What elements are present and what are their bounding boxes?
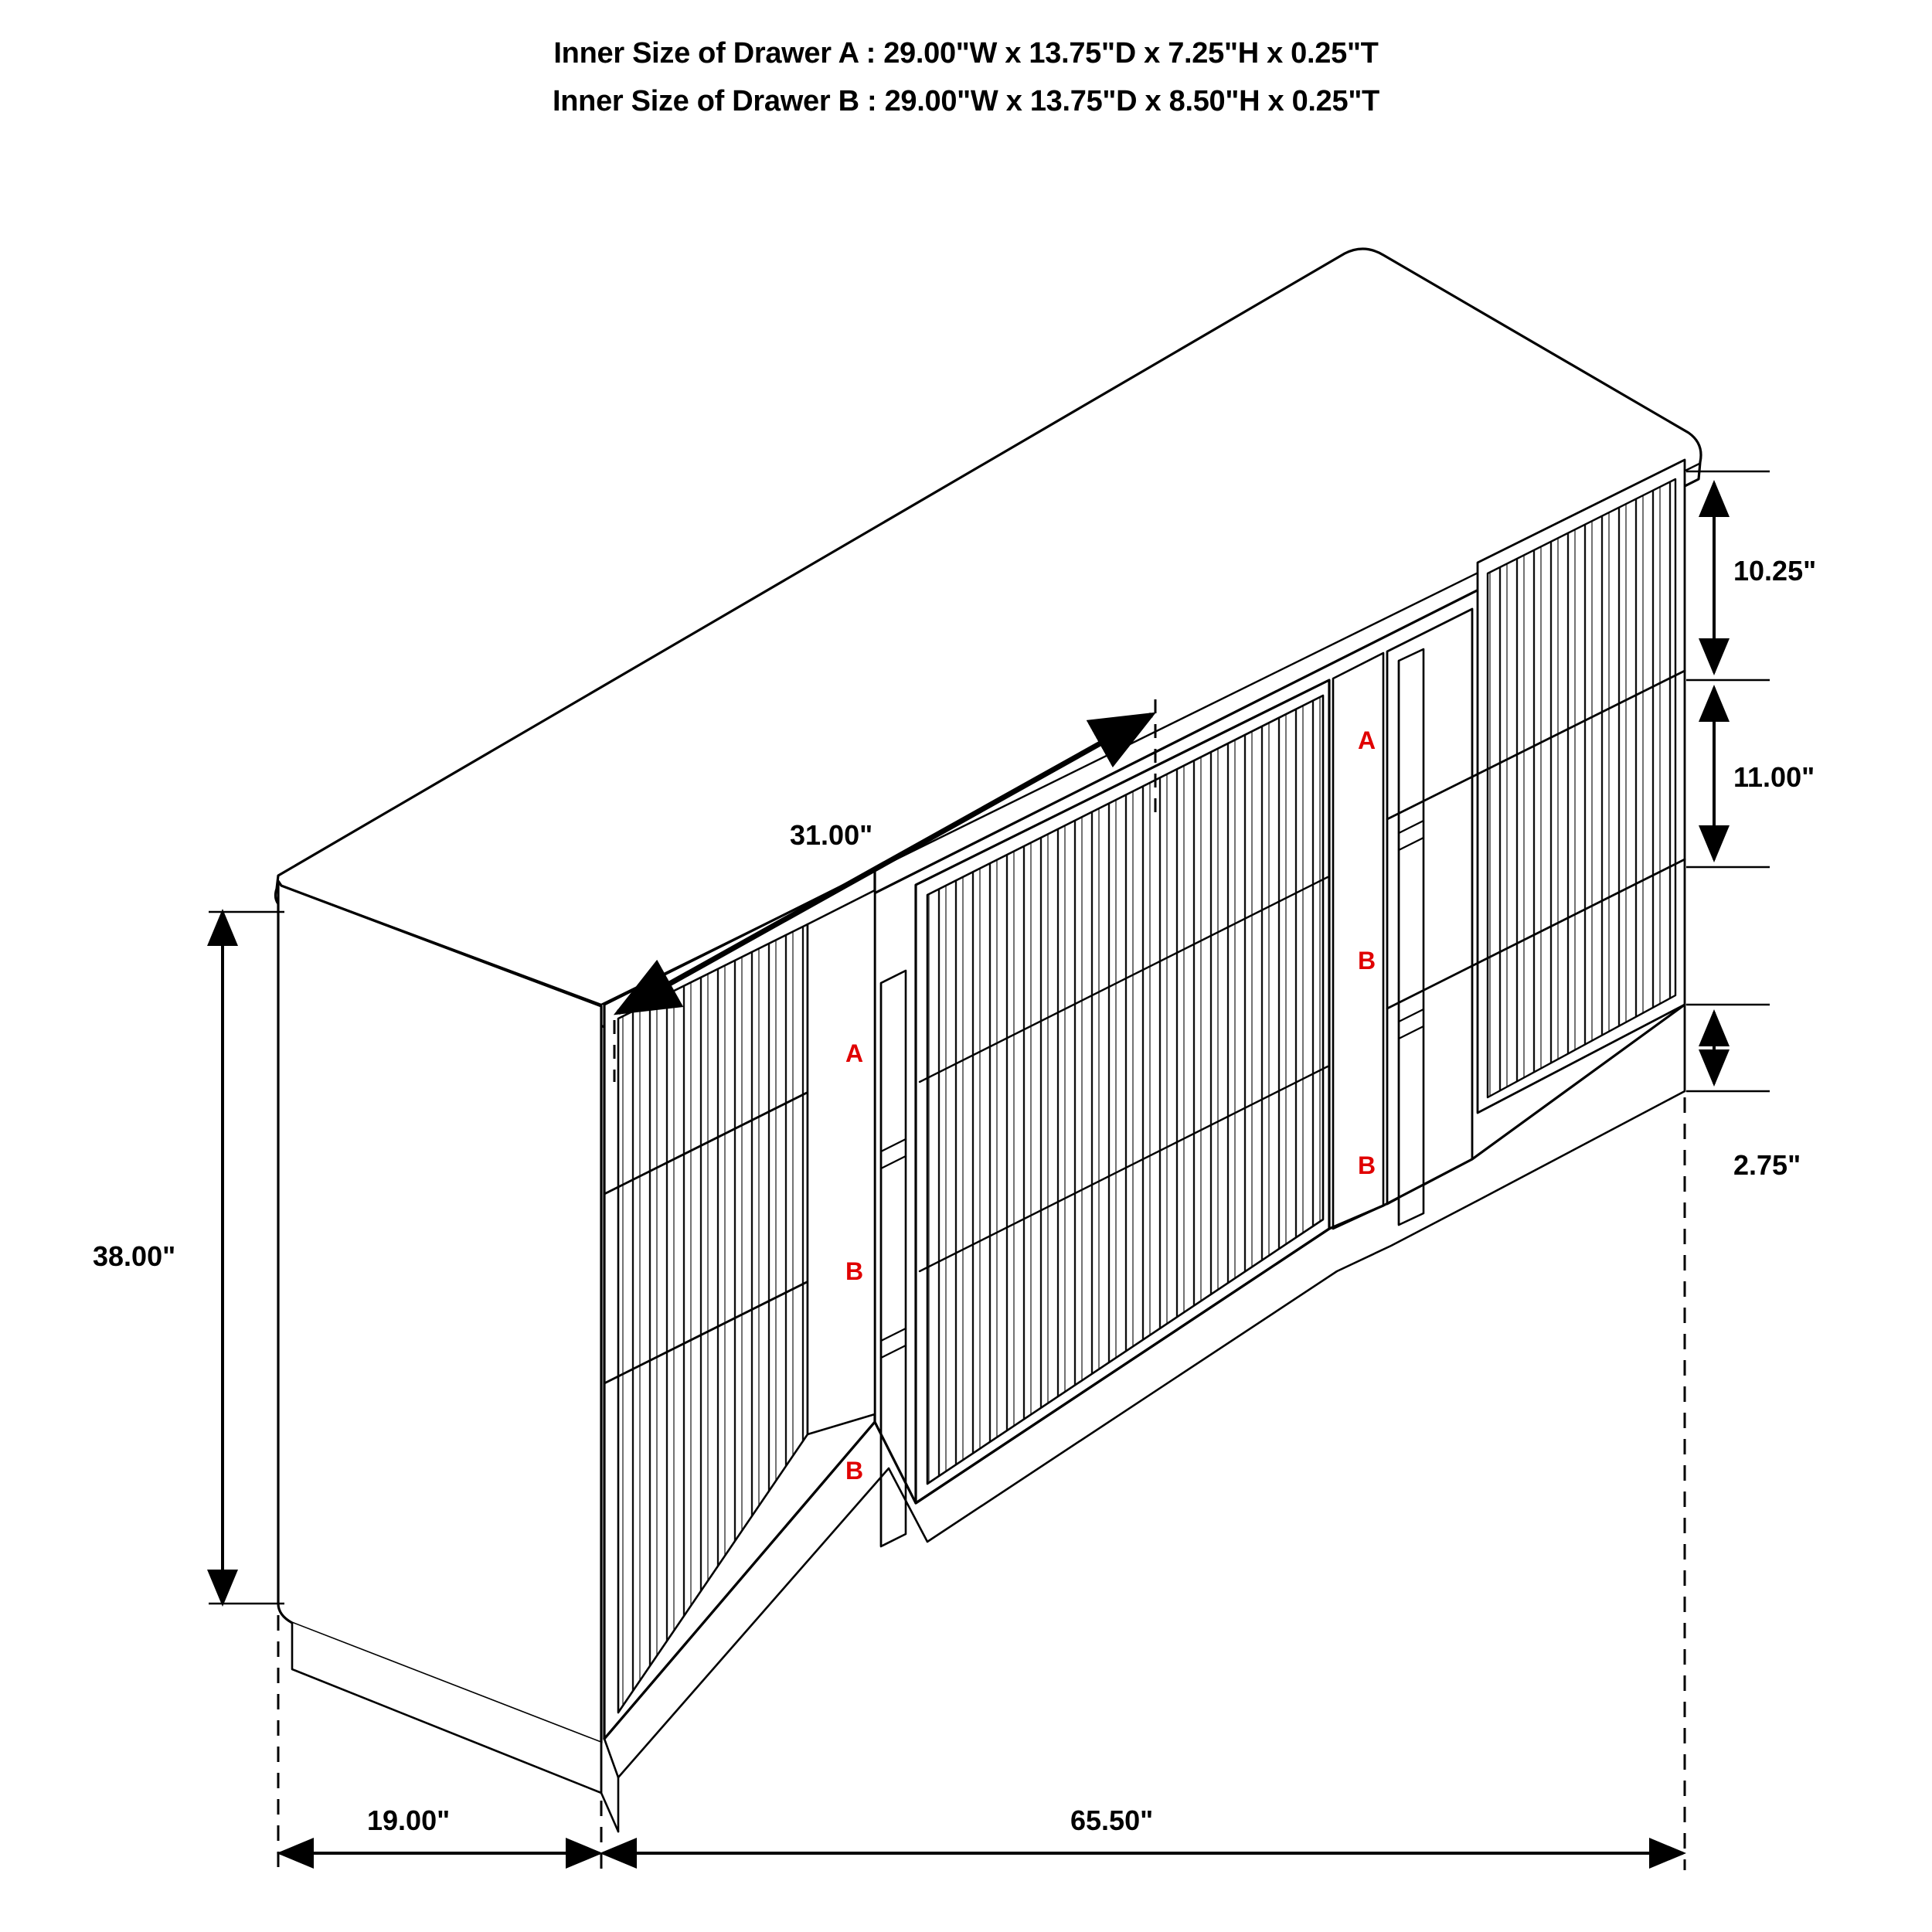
left-bottom-drawer-label: B xyxy=(845,1457,864,1485)
left-top-drawer-label: A xyxy=(845,1039,864,1067)
left-mid-drawer-label: B xyxy=(845,1257,864,1285)
left-drawer-bank xyxy=(604,869,906,1739)
height-total-dimension-label: 38.00" xyxy=(93,1240,176,1272)
depth-side-dimension-label: 19.00" xyxy=(367,1804,451,1836)
right-bottom-drawer-label: B xyxy=(1358,1151,1376,1179)
right-bank-handle xyxy=(1399,649,1423,1225)
cabinet-left-side-panel xyxy=(278,881,601,1793)
drawer-a-inner-size-note: Inner Size of Drawer A : 29.00"W x 13.75"D x 7.25"H x 0.25"T xyxy=(553,37,1379,70)
right-top-drawer-label: A xyxy=(1358,726,1376,754)
width-total-dimension-label: 65.50" xyxy=(1070,1804,1154,1836)
top-drawer-height-label: 10.25" xyxy=(1733,555,1817,587)
base-height-label: 2.75" xyxy=(1733,1149,1801,1181)
mid-drawer-height-label: 11.00" xyxy=(1733,761,1815,793)
right-mid-drawer-label: B xyxy=(1358,947,1376,975)
drawer-b-inner-size-note: Inner Size of Drawer B : 29.00"W x 13.75"D x 8.50"H x 0.25"T xyxy=(553,85,1379,117)
depth-top-dimension-label: 31.00" xyxy=(790,819,873,851)
